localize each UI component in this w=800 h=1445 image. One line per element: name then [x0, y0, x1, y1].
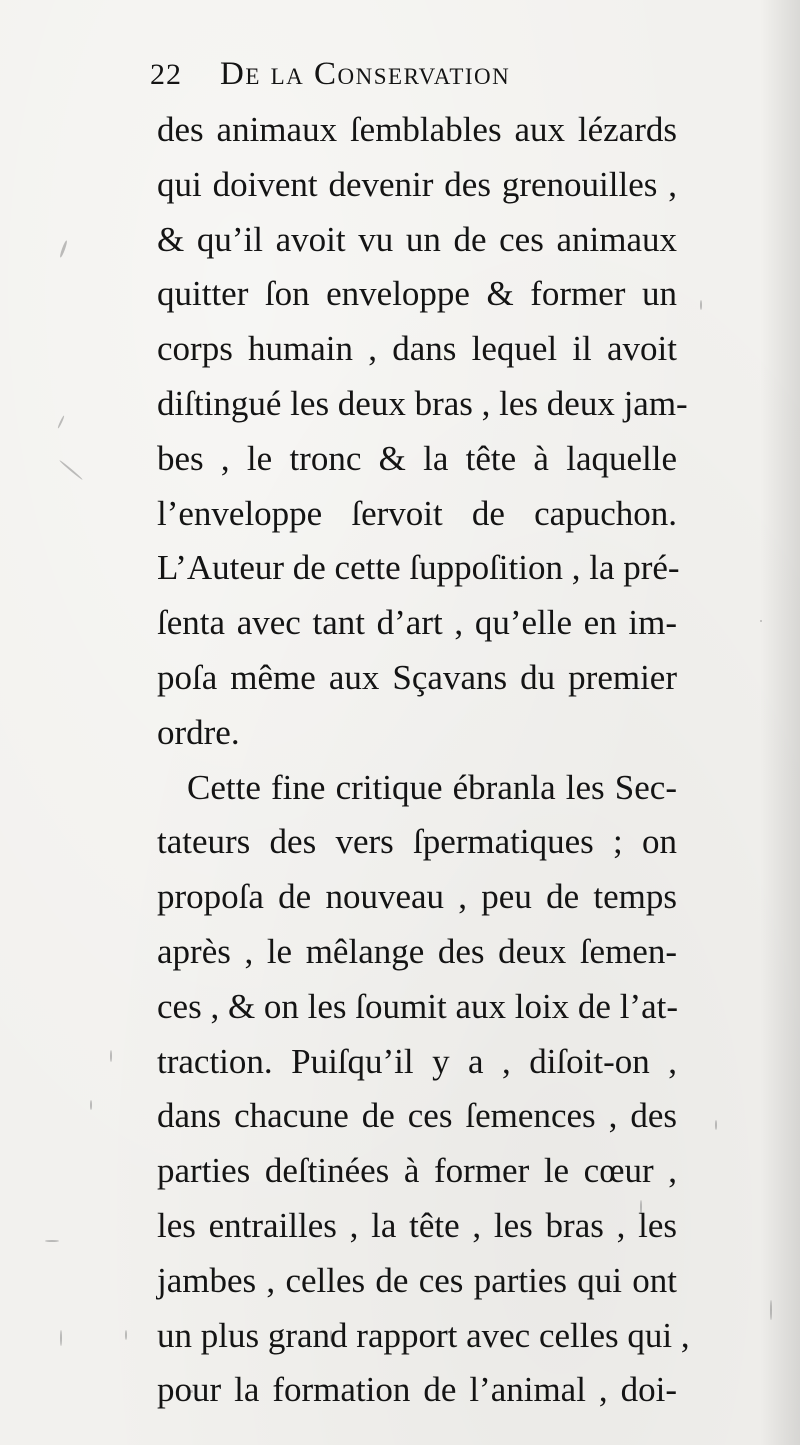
running-title: De la Conservation — [220, 56, 511, 92]
text-line: corps humain , dans lequel il avoit — [157, 329, 677, 369]
body-text — [157, 103, 690, 1418]
running-head — [150, 56, 650, 100]
paper-speck — [45, 1240, 59, 1242]
text-line: ces , & on les ſoumit aux loix de l’at- — [157, 986, 679, 1026]
page-edge-shadow — [760, 0, 800, 1445]
text-line: après , le mêlange des deux ſemen- — [157, 931, 677, 971]
text-line: ordre. — [157, 712, 240, 752]
text-line: pour la formation de l’animal , doi- — [157, 1370, 677, 1410]
paragraph — [157, 761, 690, 1419]
text-line: bes , le tronc & la tête à laquelle — [157, 438, 677, 478]
text-line: des animaux ſemblables aux lézards — [157, 110, 677, 149]
paper-speck — [770, 1300, 772, 1320]
text-line: l’enveloppe ſervoit de capuchon. — [157, 493, 677, 533]
text-line: quitter ſon enveloppe & former un — [157, 274, 677, 314]
paragraph — [157, 103, 688, 761]
text-line: diſtingué les deux bras , les deux jam- — [157, 383, 688, 423]
paper-speck — [59, 460, 83, 481]
text-line: poſa même aux Sçavans du premier — [157, 657, 677, 697]
text-line: ſenta avec tant d’art , qu’elle en im- — [157, 603, 677, 643]
paper-speck — [760, 620, 762, 622]
paper-speck — [715, 1120, 717, 1130]
paper-speck — [110, 1050, 112, 1062]
text-line: L’Auteur de cette ſuppoſition , la pré- — [157, 548, 680, 588]
paper-speck — [90, 1100, 92, 1110]
page-number: 22 — [150, 58, 182, 91]
paper-speck — [59, 240, 68, 258]
text-line: un plus grand rapport avec celles qui , — [157, 1315, 690, 1355]
text-line: dans chacune de ces ſemences , des — [157, 1096, 677, 1136]
text-line: jambes , celles de ces parties qui ont — [157, 1260, 677, 1300]
text-line: & qu’il avoit vu un de ces animaux — [157, 219, 677, 259]
text-line: qui doivent devenir des grenouilles , — [157, 164, 677, 204]
paper-speck — [125, 1330, 127, 1340]
paper-speck — [57, 415, 65, 429]
text-line: les entrailles , la tête , les bras , les — [157, 1205, 677, 1245]
text-line: Cette fine critique ébranla les Sec- — [187, 767, 677, 807]
text-line: parties deſtinées à former le cœur , — [157, 1151, 677, 1191]
paper-speck — [700, 300, 702, 310]
text-line: traction. Puiſqu’il y a , diſoit-on , — [157, 1041, 677, 1081]
text-line: propoſa de nouveau , peu de temps — [157, 877, 677, 917]
paper-speck — [60, 1330, 62, 1346]
text-line: tateurs des vers ſpermatiques ; on — [157, 822, 677, 862]
